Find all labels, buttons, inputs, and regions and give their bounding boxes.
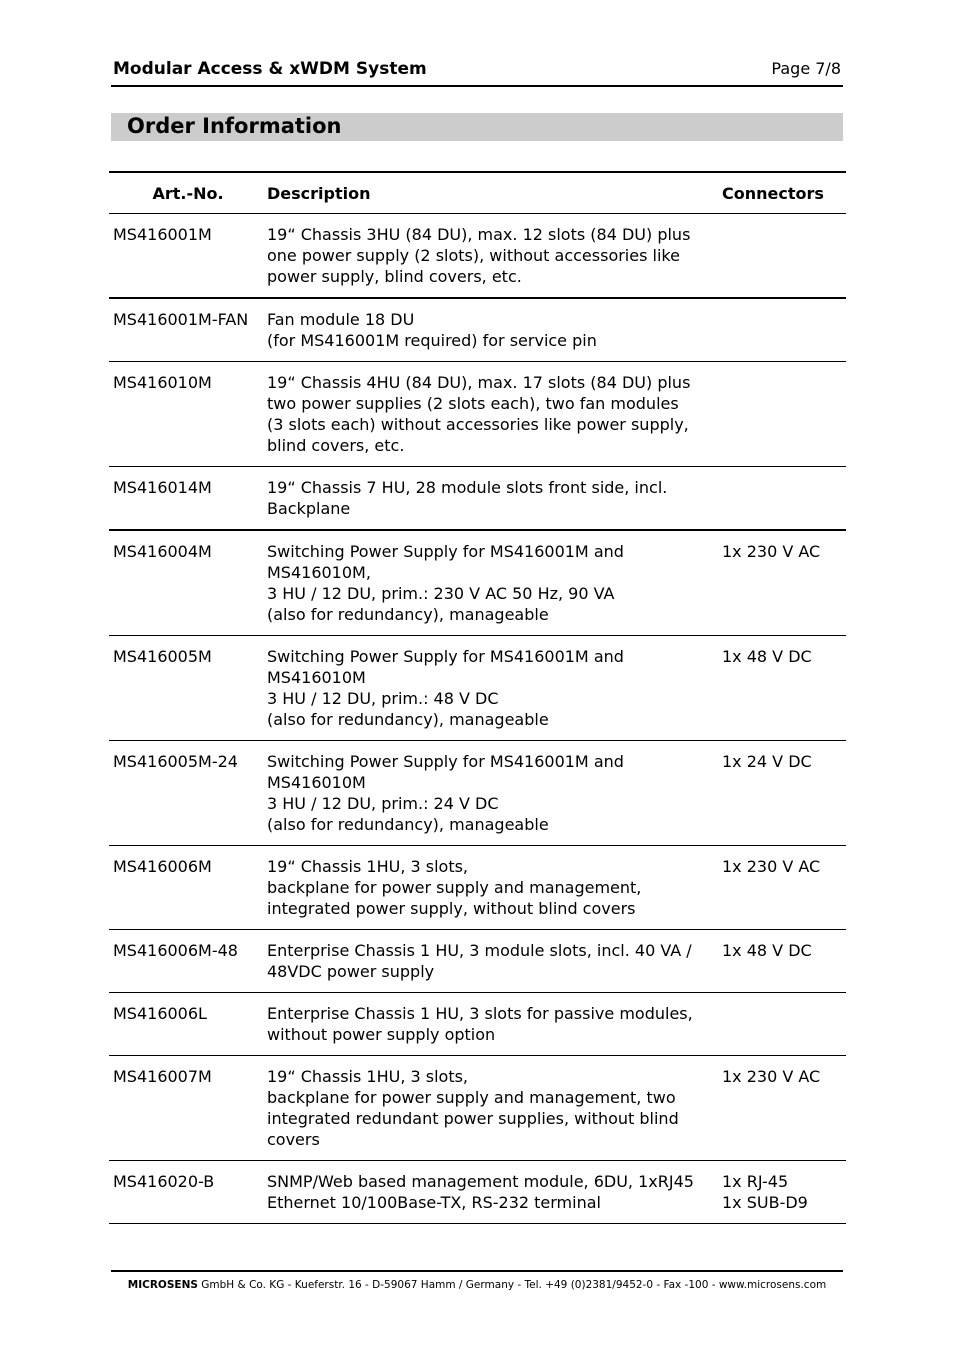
column-header-art-no: Art.-No. xyxy=(109,172,267,214)
description-cell: Switching Power Supply for MS416001M and MS416010M 3 HU / 12 DU, prim.: 24 V DC (also for redundancy), manageable xyxy=(267,741,722,846)
art-no-cell: MS416001M-FAN xyxy=(109,298,267,362)
description-cell: 19“ Chassis 7 HU, 28 module slots front side, incl. Backplane xyxy=(267,467,722,531)
table-row xyxy=(109,741,846,846)
table-row xyxy=(109,298,846,362)
art-no-cell: MS416006M xyxy=(109,846,267,930)
connectors-cell: 1x 230 V AC xyxy=(722,846,846,930)
art-no-cell: MS416010M xyxy=(109,362,267,467)
description-cell: SNMP/Web based management module, 6DU, 1xRJ45 Ethernet 10/100Base-TX, RS-232 terminal xyxy=(267,1161,722,1224)
table-row xyxy=(109,1161,846,1224)
art-no-cell: MS416001M xyxy=(109,214,267,299)
description-cell: Switching Power Supply for MS416001M and MS416010M 3 HU / 12 DU, prim.: 48 V DC (also for redundancy), manageable xyxy=(267,636,722,741)
table-row xyxy=(109,930,846,993)
art-no-cell: MS416005M-24 xyxy=(109,741,267,846)
art-no-cell: MS416005M xyxy=(109,636,267,741)
table-row xyxy=(109,530,846,636)
description-cell: 19“ Chassis 1HU, 3 slots, backplane for power supply and management, integrated power supply, without blind covers xyxy=(267,846,722,930)
connectors-cell xyxy=(722,362,846,467)
connectors-cell: 1x 24 V DC xyxy=(722,741,846,846)
column-header-description: Description xyxy=(267,172,722,214)
connectors-cell xyxy=(722,298,846,362)
art-no-cell: MS416006M-48 xyxy=(109,930,267,993)
table-row xyxy=(109,993,846,1056)
art-no-cell: MS416004M xyxy=(109,530,267,636)
art-no-cell: MS416014M xyxy=(109,467,267,531)
description-cell: Enterprise Chassis 1 HU, 3 slots for passive modules, without power supply option xyxy=(267,993,722,1056)
section-heading-text: Order Information xyxy=(127,114,342,138)
document-title: Modular Access & xWDM System xyxy=(113,59,427,79)
description-cell: Enterprise Chassis 1 HU, 3 module slots, incl. 40 VA / 48VDC power supply xyxy=(267,930,722,993)
order-table xyxy=(109,171,846,1224)
table-row xyxy=(109,362,846,467)
page-footer xyxy=(111,1270,843,1291)
art-no-cell: MS416007M xyxy=(109,1056,267,1161)
art-no-cell: MS416006L xyxy=(109,993,267,1056)
description-cell: 19“ Chassis 3HU (84 DU), max. 12 slots (84 DU) plus one power supply (2 slots), without accessories like power supply, blind covers, etc. xyxy=(267,214,722,299)
page-number: Page 7/8 xyxy=(771,59,841,78)
connectors-cell xyxy=(722,214,846,299)
footer-address: GmbH & Co. KG - Kueferstr. 16 - D-59067 Hamm / Germany - Tel. +49 (0)2381/9452-0 - Fax -100 - www.microsens.com xyxy=(197,1279,827,1291)
description-cell: 19“ Chassis 1HU, 3 slots, backplane for power supply and management, two integrated redundant power supplies, without blind covers xyxy=(267,1056,722,1161)
table-row xyxy=(109,467,846,531)
column-header-connectors: Connectors xyxy=(722,172,846,214)
table-row xyxy=(109,846,846,930)
art-no-cell: MS416020-B xyxy=(109,1161,267,1224)
connectors-cell: 1x RJ-45 1x SUB-D9 xyxy=(722,1161,846,1224)
connectors-cell: 1x 230 V AC xyxy=(722,1056,846,1161)
connectors-cell: 1x 48 V DC xyxy=(722,930,846,993)
page-header xyxy=(111,57,843,87)
description-cell: Fan module 18 DU (for MS416001M required) for service pin xyxy=(267,298,722,362)
connectors-cell xyxy=(722,993,846,1056)
connectors-cell xyxy=(722,467,846,531)
table-header-row xyxy=(109,172,846,214)
table-row xyxy=(109,214,846,299)
description-cell: Switching Power Supply for MS416001M and MS416010M, 3 HU / 12 DU, prim.: 230 V AC 50 Hz, 90 VA (also for redundancy), manageable xyxy=(267,530,722,636)
connectors-cell: 1x 230 V AC xyxy=(722,530,846,636)
connectors-cell: 1x 48 V DC xyxy=(722,636,846,741)
section-heading xyxy=(111,113,843,141)
table-row xyxy=(109,636,846,741)
description-cell: 19“ Chassis 4HU (84 DU), max. 17 slots (84 DU) plus two power supplies (2 slots each), two fan modules (3 slots each) without accessories like power supply, blind covers, etc. xyxy=(267,362,722,467)
table-row xyxy=(109,1056,846,1161)
footer-company: MICROSENS xyxy=(127,1279,198,1291)
